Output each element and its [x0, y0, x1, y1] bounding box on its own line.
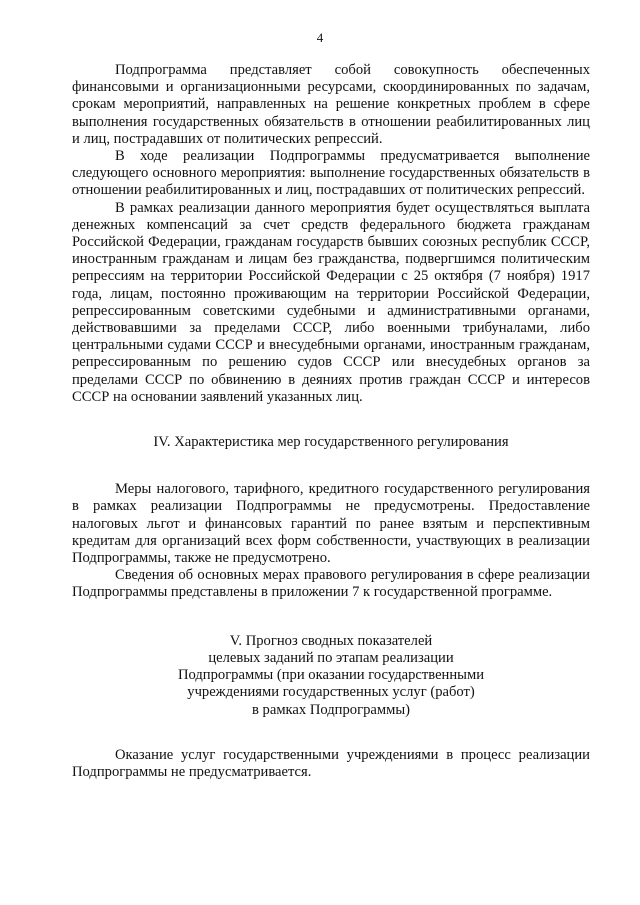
section-5-heading: [72, 633, 590, 719]
spacer: [72, 719, 590, 747]
page-number: 4: [316, 30, 324, 45]
spacer: [72, 602, 590, 633]
paragraph-legal-regulation: Сведения об основных мерах правового регулирования в сфере реализации Подпрограммы представлены в приложении 7 к государственной программе.: [72, 567, 590, 601]
paragraph-state-services: Оказание услуг государственными учреждениями в процесс реализации Подпрограммы не предусматривается.: [72, 746, 590, 780]
spacer: [72, 451, 590, 481]
section-4-heading: IV. Характеристика мер государственного регулирования: [153, 434, 509, 451]
page-content: [72, 62, 590, 781]
section-5-heading-line: учреждениями государственных услуг (работ): [187, 684, 475, 701]
paragraph-main-activity: В ходе реализации Подпрограммы предусматривается выполнение следующего основного мероприятия: выполнение государственных обязательств в отношении реабилитированных и лиц, пострадавших от политических репрессий.: [72, 148, 590, 199]
section-5-heading-line: в рамках Подпрограммы): [252, 701, 410, 718]
section-5-heading-line: целевых заданий по этапам реализации: [208, 649, 454, 666]
paragraph-regulation-measures: Меры налогового, тарифного, кредитного государственного регулирования в рамках реализации Подпрограммы не предусмотрены. Предоставление налоговых льгот и финансовых гарантий по ранее взятым и перспективным кредитам для организаций всех форм собственности, участвующих в реализации Подпрограммы, также не предусмотрено.: [72, 481, 590, 567]
spacer: [72, 406, 590, 434]
paragraph-compensation-payments: В рамках реализации данного мероприятия будет осуществляться выплата денежных компенсаций за счет средств федерального бюджета гражданам Российской Федерации, гражданам государств бывших союзных республик СССР, иностранным гражданам и лицам без гражданства, подвергшимся политическим репрессиям на территории Российской Федерации с 25 октября (7 ноября) 1917 года, лицам, постоянно проживающим на территории Российской Федерации, репрессированным советскими судебными и административными органами, действовавшими за пределами СССР, либо военными трибуналами, либо центральными судами СССР и внесудебными органами, иностранным гражданам, репрессированным по решению судов СССР или внесудебных органов за пределами СССР по обвинению в деяниях против граждан СССР и интересов СССР на основании заявлений указанных лиц.: [72, 199, 590, 405]
section-5-heading-line: Подпрограммы (при оказании государственными: [177, 667, 485, 684]
section-5-heading-line: V. Прогноз сводных показателей: [229, 632, 433, 649]
paragraph-subprogram-definition: Подпрограмма представляет собой совокупность обеспеченных финансовыми и организационными ресурсами, скоординированных по задачам, срокам мероприятий, направленных на решение конкретных проблем в сфере выполнения государственных обязательств в отношении реабилитированных лиц и лиц, пострадавших от политических репрессий.: [72, 62, 590, 147]
